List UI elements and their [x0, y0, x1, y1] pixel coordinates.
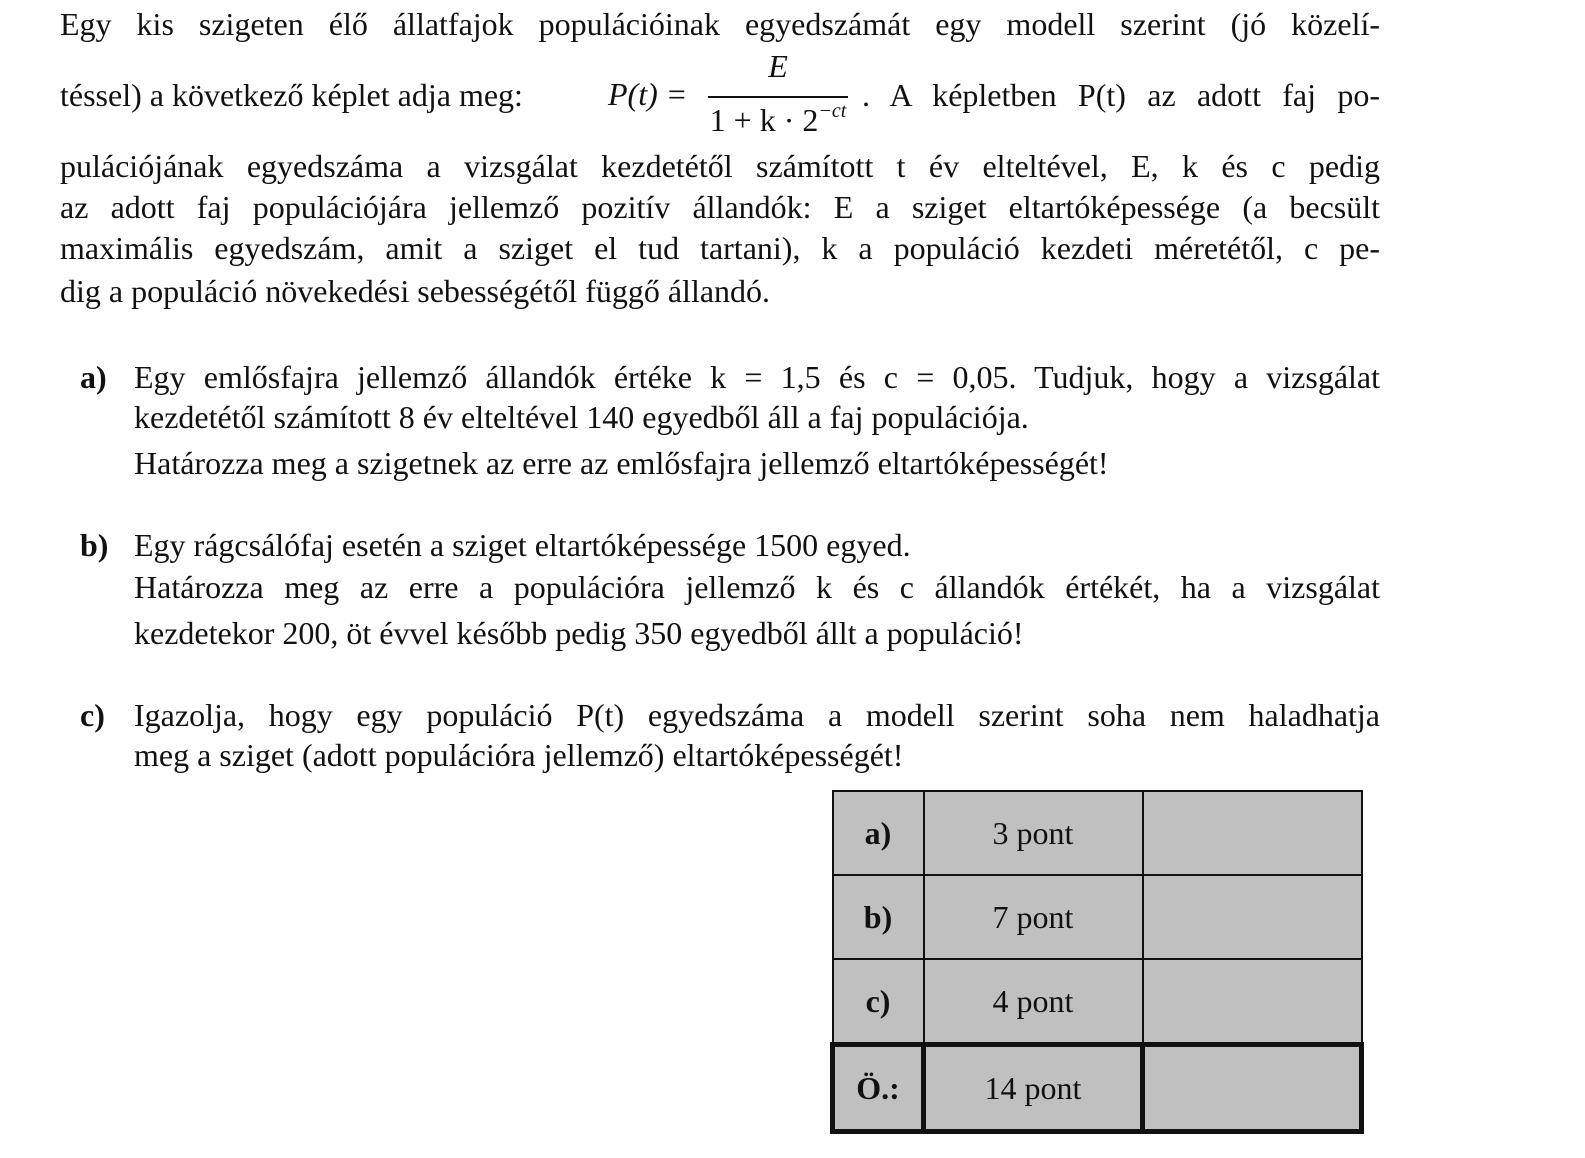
- task-b-line-3: kezdetekor 200, öt évvel később pedig 350 egyedből állt a populáció!: [134, 615, 1024, 651]
- formula-lhs: P(t) =: [608, 76, 688, 112]
- task-a-line-2: kezdetétől számított 8 év elteltével 140 egyedből áll a faj populációja.: [134, 399, 1029, 435]
- task-label-a: a): [80, 359, 107, 395]
- score-points-a: 3 pont: [924, 791, 1143, 875]
- intro-line-2-after: . A képletben P(t) az adott faj po-: [862, 77, 1380, 113]
- score-row-b: [833, 875, 1362, 959]
- intro-line-4: az adott faj populációjára jellemző pozitív állandók: E a sziget eltartóképessége (a becsült: [60, 189, 1380, 225]
- score-part-c: c): [833, 959, 924, 1045]
- intro-line-3: pulációjának egyedszáma a vizsgálat kezdetétől számított t év elteltével, E, k és c pedig: [60, 148, 1380, 184]
- denominator-base: 1 + k · 2: [709, 102, 819, 138]
- score-earned-a[interactable]: [1143, 791, 1362, 875]
- score-part-total: Ö.:: [833, 1045, 924, 1132]
- intro-line-1: Egy kis szigeten élő állatfajok populációinak egyedszámát egy modell szerint (jó közelí-: [60, 6, 1380, 42]
- task-a-line-1: Egy emlősfajra jellemző állandók értéke k = 1,5 és c = 0,05. Tudjuk, hogy a vizsgálat: [134, 359, 1380, 395]
- score-points-c: 4 pont: [924, 959, 1143, 1045]
- score-part-a: a): [833, 791, 924, 875]
- score-earned-total[interactable]: [1143, 1045, 1362, 1132]
- score-row-a: [833, 791, 1362, 875]
- score-table: [830, 790, 1364, 1134]
- score-points-total: 14 pont: [924, 1045, 1143, 1132]
- score-earned-b[interactable]: [1143, 875, 1362, 959]
- score-earned-c[interactable]: [1143, 959, 1362, 1045]
- task-b-line-2: Határozza meg az erre a populációra jellemző k és c állandók értékét, ha a vizsgálat: [134, 569, 1380, 605]
- intro-line-6: dig a populáció növekedési sebességétől függő állandó.: [60, 273, 771, 309]
- task-c-line-1: Igazolja, hogy egy populáció P(t) egyedszáma a modell szerint soha nem haladhatja: [134, 697, 1380, 733]
- task-label-b: b): [80, 527, 109, 563]
- formula-numerator: E: [768, 48, 788, 84]
- intro-line-5: maximális egyedszám, amit a sziget el tud tartani), k a populáció kezdeti méretétől, c pe-: [60, 230, 1380, 266]
- task-c-line-2: meg a sziget (adott populációra jellemző) eltartóképességét!: [134, 737, 904, 773]
- denominator-exponent: −ct: [818, 100, 847, 122]
- intro-line-2-before: téssel) a következő képlet adja meg:: [60, 77, 523, 113]
- task-label-c: c): [80, 697, 105, 733]
- fraction-bar: [708, 96, 848, 98]
- score-row-c: [833, 959, 1362, 1045]
- score-points-b: 7 pont: [924, 875, 1143, 959]
- score-row-total: [833, 1045, 1362, 1132]
- task-a-line-3: Határozza meg a szigetnek az erre az emlősfajra jellemző eltartóképességét!: [134, 445, 1109, 481]
- task-b-line-1: Egy rágcsálófaj esetén a sziget eltartóképessége 1500 egyed.: [134, 527, 911, 563]
- score-part-b: b): [833, 875, 924, 959]
- formula-denominator: [708, 100, 848, 139]
